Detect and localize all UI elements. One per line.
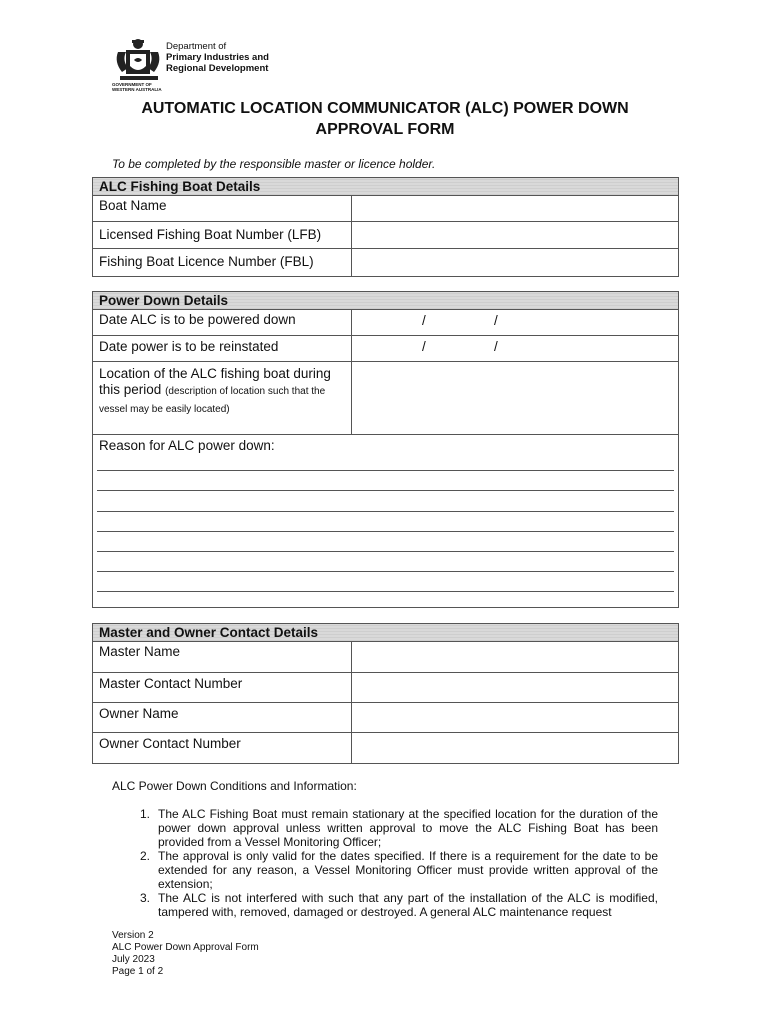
- contacts-heading: Master and Owner Contact Details: [93, 624, 678, 642]
- table-row: [93, 196, 678, 222]
- reason-line: [97, 470, 674, 471]
- crest-caption-line1: GOVERNMENT OF: [112, 82, 152, 87]
- reason-line: [97, 531, 674, 532]
- fbl-field[interactable]: [352, 249, 678, 276]
- lfb-field[interactable]: [352, 222, 678, 248]
- date-reinstated-label: Date power is to be reinstated: [93, 336, 352, 361]
- list-item: [118, 807, 658, 849]
- date-separator: /: [422, 339, 426, 354]
- table-row: [93, 249, 678, 276]
- master-name-label: Master Name: [93, 642, 352, 672]
- list-item-text: The ALC is not interfered with such that any part of the installation of the ALC is modified, tampered with, removed, damaged or destroyed. A general ALC maintenance request: [158, 891, 658, 919]
- master-contact-label: Master Contact Number: [93, 673, 352, 702]
- table-row: [93, 362, 678, 435]
- boat-details-heading: ALC Fishing Boat Details: [93, 178, 678, 196]
- date-separator: /: [422, 313, 426, 328]
- power-down-heading: Power Down Details: [93, 292, 678, 310]
- boat-name-label: Boat Name: [93, 196, 352, 221]
- master-name-field[interactable]: [352, 642, 678, 672]
- reason-lines[interactable]: [97, 435, 674, 607]
- page-footer: [112, 930, 259, 978]
- date-down-label: Date ALC is to be powered down: [93, 310, 352, 335]
- coat-of-arms-icon: [112, 36, 166, 84]
- reason-section: [93, 435, 678, 607]
- power-down-table: [92, 291, 679, 608]
- owner-name-label: Owner Name: [93, 703, 352, 732]
- fbl-label: Fishing Boat Licence Number (FBL): [93, 249, 352, 276]
- department-logo: [112, 36, 282, 92]
- conditions-title: ALC Power Down Conditions and Information:: [112, 779, 357, 793]
- form-title: [0, 98, 770, 140]
- lfb-label: Licensed Fishing Boat Number (LFB): [93, 222, 352, 248]
- instruction-text: To be completed by the responsible master or licence holder.: [112, 157, 436, 171]
- list-item-number: 1.: [139, 807, 150, 821]
- footer-page: Page 1 of 2: [112, 966, 164, 977]
- date-separator: /: [494, 339, 498, 354]
- department-line2: Primary Industries and: [166, 52, 269, 63]
- table-row: [93, 222, 678, 249]
- master-contact-field[interactable]: [352, 673, 678, 702]
- reason-label: Reason for ALC power down:: [99, 438, 275, 453]
- location-label-note: (description of location such that the vessel may be easily located): [99, 386, 326, 415]
- date-reinstated-field[interactable]: [352, 336, 678, 361]
- date-down-field[interactable]: [352, 310, 678, 335]
- owner-contact-label: Owner Contact Number: [93, 733, 352, 763]
- reason-line: [97, 551, 674, 552]
- footer-version: Version 2: [112, 930, 154, 941]
- table-row: [93, 336, 678, 362]
- contacts-table: [92, 623, 679, 764]
- crest-caption-line2: WESTERN AUSTRALIA: [112, 87, 162, 92]
- owner-name-field[interactable]: [352, 703, 678, 732]
- form-title-line2: APPROVAL FORM: [315, 121, 455, 138]
- department-line1: Department of: [166, 41, 227, 52]
- table-row: [93, 642, 678, 673]
- list-item: [118, 849, 658, 891]
- list-item-text: The approval is only valid for the dates specified. If there is a requirement for the date to be extended for any reason, a Vessel Monitoring Officer must provide written approval of the extension;: [158, 849, 658, 891]
- owner-contact-field[interactable]: [352, 733, 678, 763]
- table-row: [93, 310, 678, 336]
- department-name: [166, 41, 269, 74]
- form-title-line1: AUTOMATIC LOCATION COMMUNICATOR (ALC) POWER DOWN: [141, 100, 629, 117]
- list-item-number: 3.: [139, 891, 150, 905]
- list-item-number: 2.: [139, 849, 150, 863]
- location-label-main: Location of the ALC fishing boat during this period: [99, 366, 331, 397]
- department-line3: Regional Development: [166, 63, 269, 74]
- date-separator: /: [494, 313, 498, 328]
- boat-name-field[interactable]: [352, 196, 678, 221]
- reason-line: [97, 490, 674, 491]
- list-item: [118, 891, 658, 919]
- reason-line: [97, 511, 674, 512]
- boat-details-table: [92, 177, 679, 277]
- table-row: [93, 673, 678, 703]
- list-item-text: The ALC Fishing Boat must remain stationary at the specified location for the duration of the power down approval unless written approval to move the ALC Fishing Boat has been provided from a Vessel Monitoring Officer;: [158, 807, 658, 849]
- footer-date: July 2023: [112, 954, 155, 965]
- table-row: [93, 703, 678, 733]
- reason-line: [97, 571, 674, 572]
- table-row: [93, 733, 678, 763]
- reason-line: [97, 591, 674, 592]
- location-label: [93, 362, 352, 434]
- location-field[interactable]: [352, 362, 678, 434]
- conditions-list: [118, 807, 658, 919]
- footer-form-name: ALC Power Down Approval Form: [112, 942, 259, 953]
